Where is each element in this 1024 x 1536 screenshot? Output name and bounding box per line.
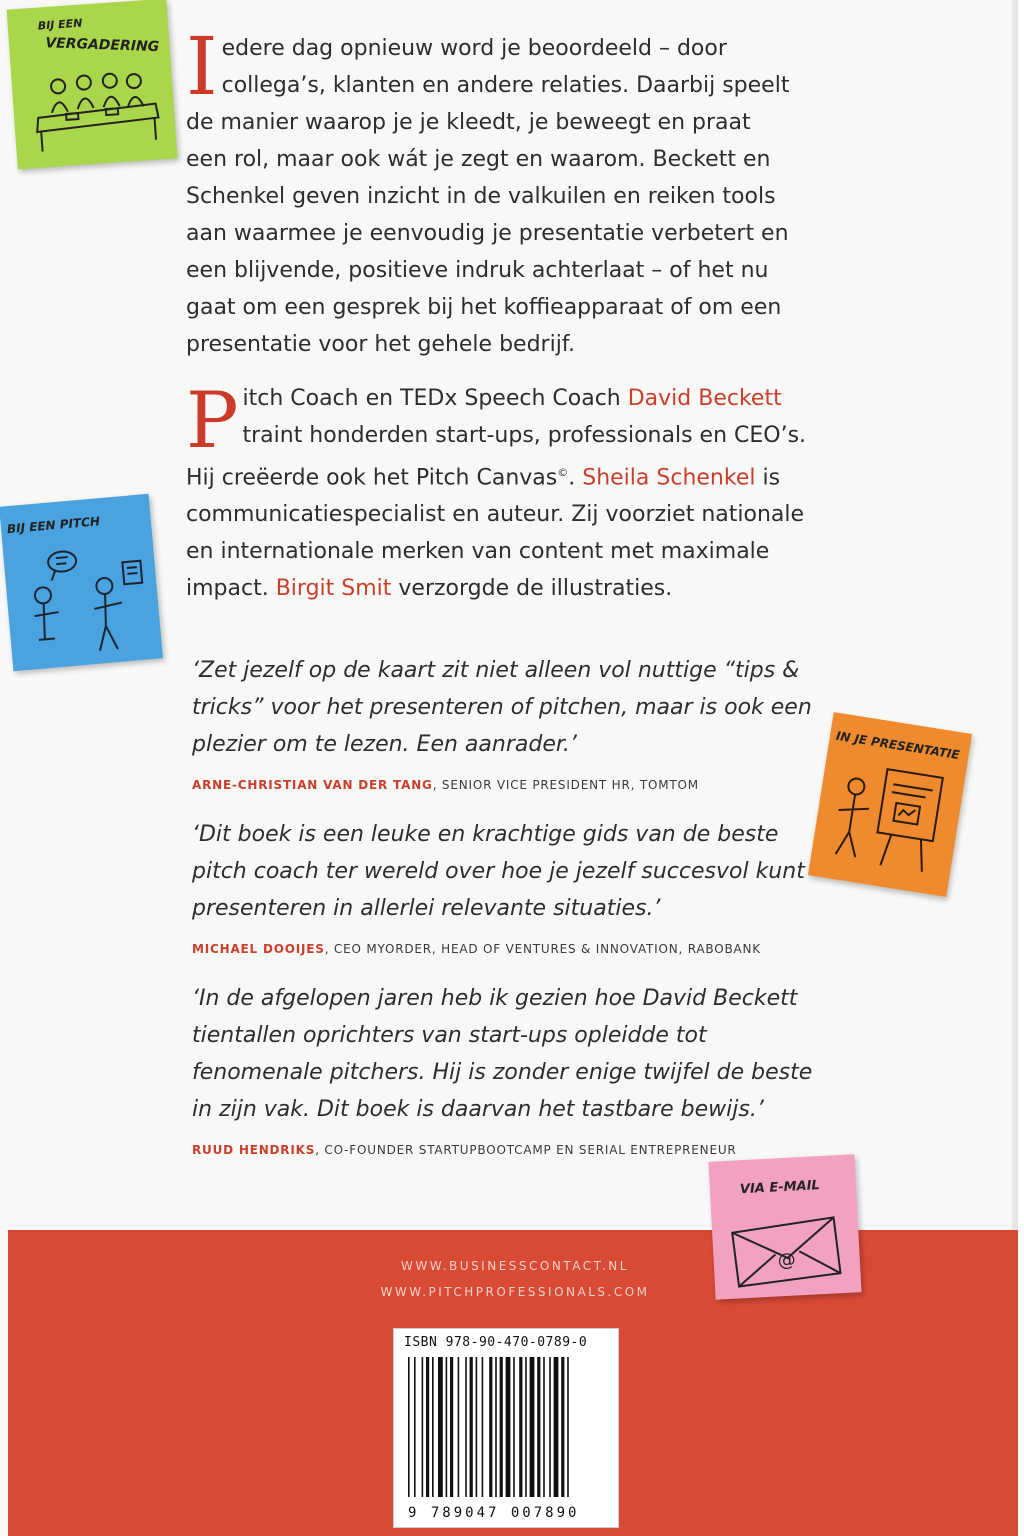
quote-3-attribution	[192, 1143, 737, 1157]
barcode-icon	[404, 1357, 608, 1503]
author-name-sheila-schenkel: Sheila Schenkel	[582, 465, 756, 491]
illustrator-name: Birgit Smit	[275, 576, 392, 602]
quote-author-role: , SENIOR VICE PRESIDENT HR, TOMTOM	[432, 778, 699, 792]
barcode-box	[393, 1328, 619, 1528]
quote-line: plezier om te lezen. Een aanrader.’	[192, 732, 577, 757]
quote-author-role: , CO-FOUNDER STARTUPBOOTCAMP EN SERIAL ENTREPRENEUR	[315, 1143, 737, 1157]
intro-line: edere dag opnieuw word je beoordeeld – door	[221, 36, 727, 61]
authors-line: en internationale merken van content met maximale	[186, 539, 770, 565]
authors-paragraph	[186, 376, 826, 607]
intro-paragraph	[186, 20, 826, 363]
quote-line: tientallen oprichters van start-ups opleidde tot	[192, 1023, 707, 1048]
intro-line: een rol, maar ook wát je zegt en waarom. Beckett en	[186, 147, 771, 172]
quote-line: ‘Dit boek is een leuke en krachtige gids van de beste	[192, 822, 779, 847]
authors-text: itch Coach en TEDx Speech Coach	[242, 386, 628, 411]
isbn-label: ISBN 978-90-470-0789-0	[404, 1335, 588, 1350]
authors-text: Hij creëerde ook het Pitch Canvas	[186, 465, 558, 491]
svg-text:@: @	[777, 1249, 797, 1272]
sticky-note-pitch	[0, 494, 163, 671]
author-name-david-beckett: David Beckett	[627, 386, 782, 411]
quote-author: ARNE-CHRISTIAN VAN DER TANG	[192, 778, 433, 792]
quote-line: ‘Zet jezelf op de kaart zit niet alleen vol nuttige “tips &	[192, 658, 800, 683]
quote-2-attribution	[192, 942, 761, 956]
sticky-note-presentatie	[808, 712, 972, 897]
quote-2	[192, 816, 812, 927]
authors-line: traint honderden start-ups, professionals en CEO’s.	[242, 423, 807, 448]
intro-line: gaat om een gesprek bij het koffieapparaat of om een	[186, 295, 782, 320]
quote-3	[192, 980, 832, 1128]
intro-line: collega’s, klanten en andere relaties. Daarbij speelt	[221, 73, 790, 98]
quote-author-role: , CEO MYORDER, HEAD OF VENTURES & INNOVATION, RABOBANK	[324, 942, 761, 956]
quote-line: ‘In de afgelopen jaren heb ik gezien hoe David Beckett	[192, 986, 798, 1011]
authors-line	[186, 380, 826, 417]
note-label: VIA E-MAIL	[739, 1178, 821, 1198]
sticky-note-vergadering	[7, 0, 178, 169]
pitch-illustration-icon	[9, 534, 159, 666]
meeting-illustration-icon	[23, 65, 168, 155]
authors-text: verzorgde de illustraties.	[391, 576, 673, 602]
copyright-mark: ©	[557, 466, 569, 479]
url-pitchprofessionals[interactable]: WWW.PITCHPROFESSIONALS.COM	[380, 1285, 650, 1299]
authors-line	[186, 570, 826, 607]
intro-line: een blijvende, positieve indruk achterlaat – of het nu	[186, 258, 769, 283]
note-label: VERGADERING	[45, 35, 160, 56]
note-label: IN JE PRESENTATIE	[835, 728, 961, 763]
intro-line: de manier waarop je je kleedt, je beweegt en praat	[186, 110, 751, 135]
quote-1-attribution	[192, 778, 699, 792]
quote-line: pitch coach ter wereld over hoe je jezelf succesvol kunt	[192, 859, 805, 884]
quote-line: fenomenale pitchers. Hij is zonder enige twijfel de beste	[192, 1060, 813, 1085]
url-businesscontact[interactable]: WWW.BUSINESSCONTACT.NL	[401, 1259, 629, 1273]
note-label: BIJ EEN PITCH	[6, 514, 101, 537]
intro-dropcap: I	[186, 20, 218, 113]
ean-number: 9 789047 007890	[408, 1505, 580, 1521]
quote-line: in zijn vak. Dit boek is daarvan het tastbare bewijs.’	[192, 1097, 764, 1122]
intro-line: presentatie voor het gehele bedrijf.	[186, 332, 575, 357]
note-label: BIJ EEN	[37, 16, 83, 33]
intro-line: aan waarmee je eenvoudig je presentatie verbetert en	[186, 221, 789, 246]
authors-text: is	[755, 465, 781, 491]
quote-line: tricks” voor het presenteren of pitchen, maar is ook een	[192, 695, 812, 720]
quote-author: MICHAEL DOOIJES	[192, 942, 325, 956]
presentation-illustration-icon	[816, 753, 962, 882]
authors-line: communicatiespecialist en auteur. Zij voorziet nationale	[186, 502, 805, 528]
sticky-note-email	[708, 1154, 861, 1299]
envelope-icon	[725, 1207, 849, 1293]
quote-1	[192, 652, 812, 763]
authors-text: .	[568, 465, 583, 491]
authors-dropcap: P	[186, 376, 239, 466]
authors-text: impact.	[186, 576, 276, 602]
authors-line	[186, 454, 826, 496]
intro-line: Schenkel geven inzicht in de valkuilen en reiken tools	[186, 184, 776, 209]
quote-line: presenteren in allerlei relevante situaties.’	[192, 896, 661, 921]
quote-author: RUUD HENDRIKS	[192, 1143, 316, 1157]
